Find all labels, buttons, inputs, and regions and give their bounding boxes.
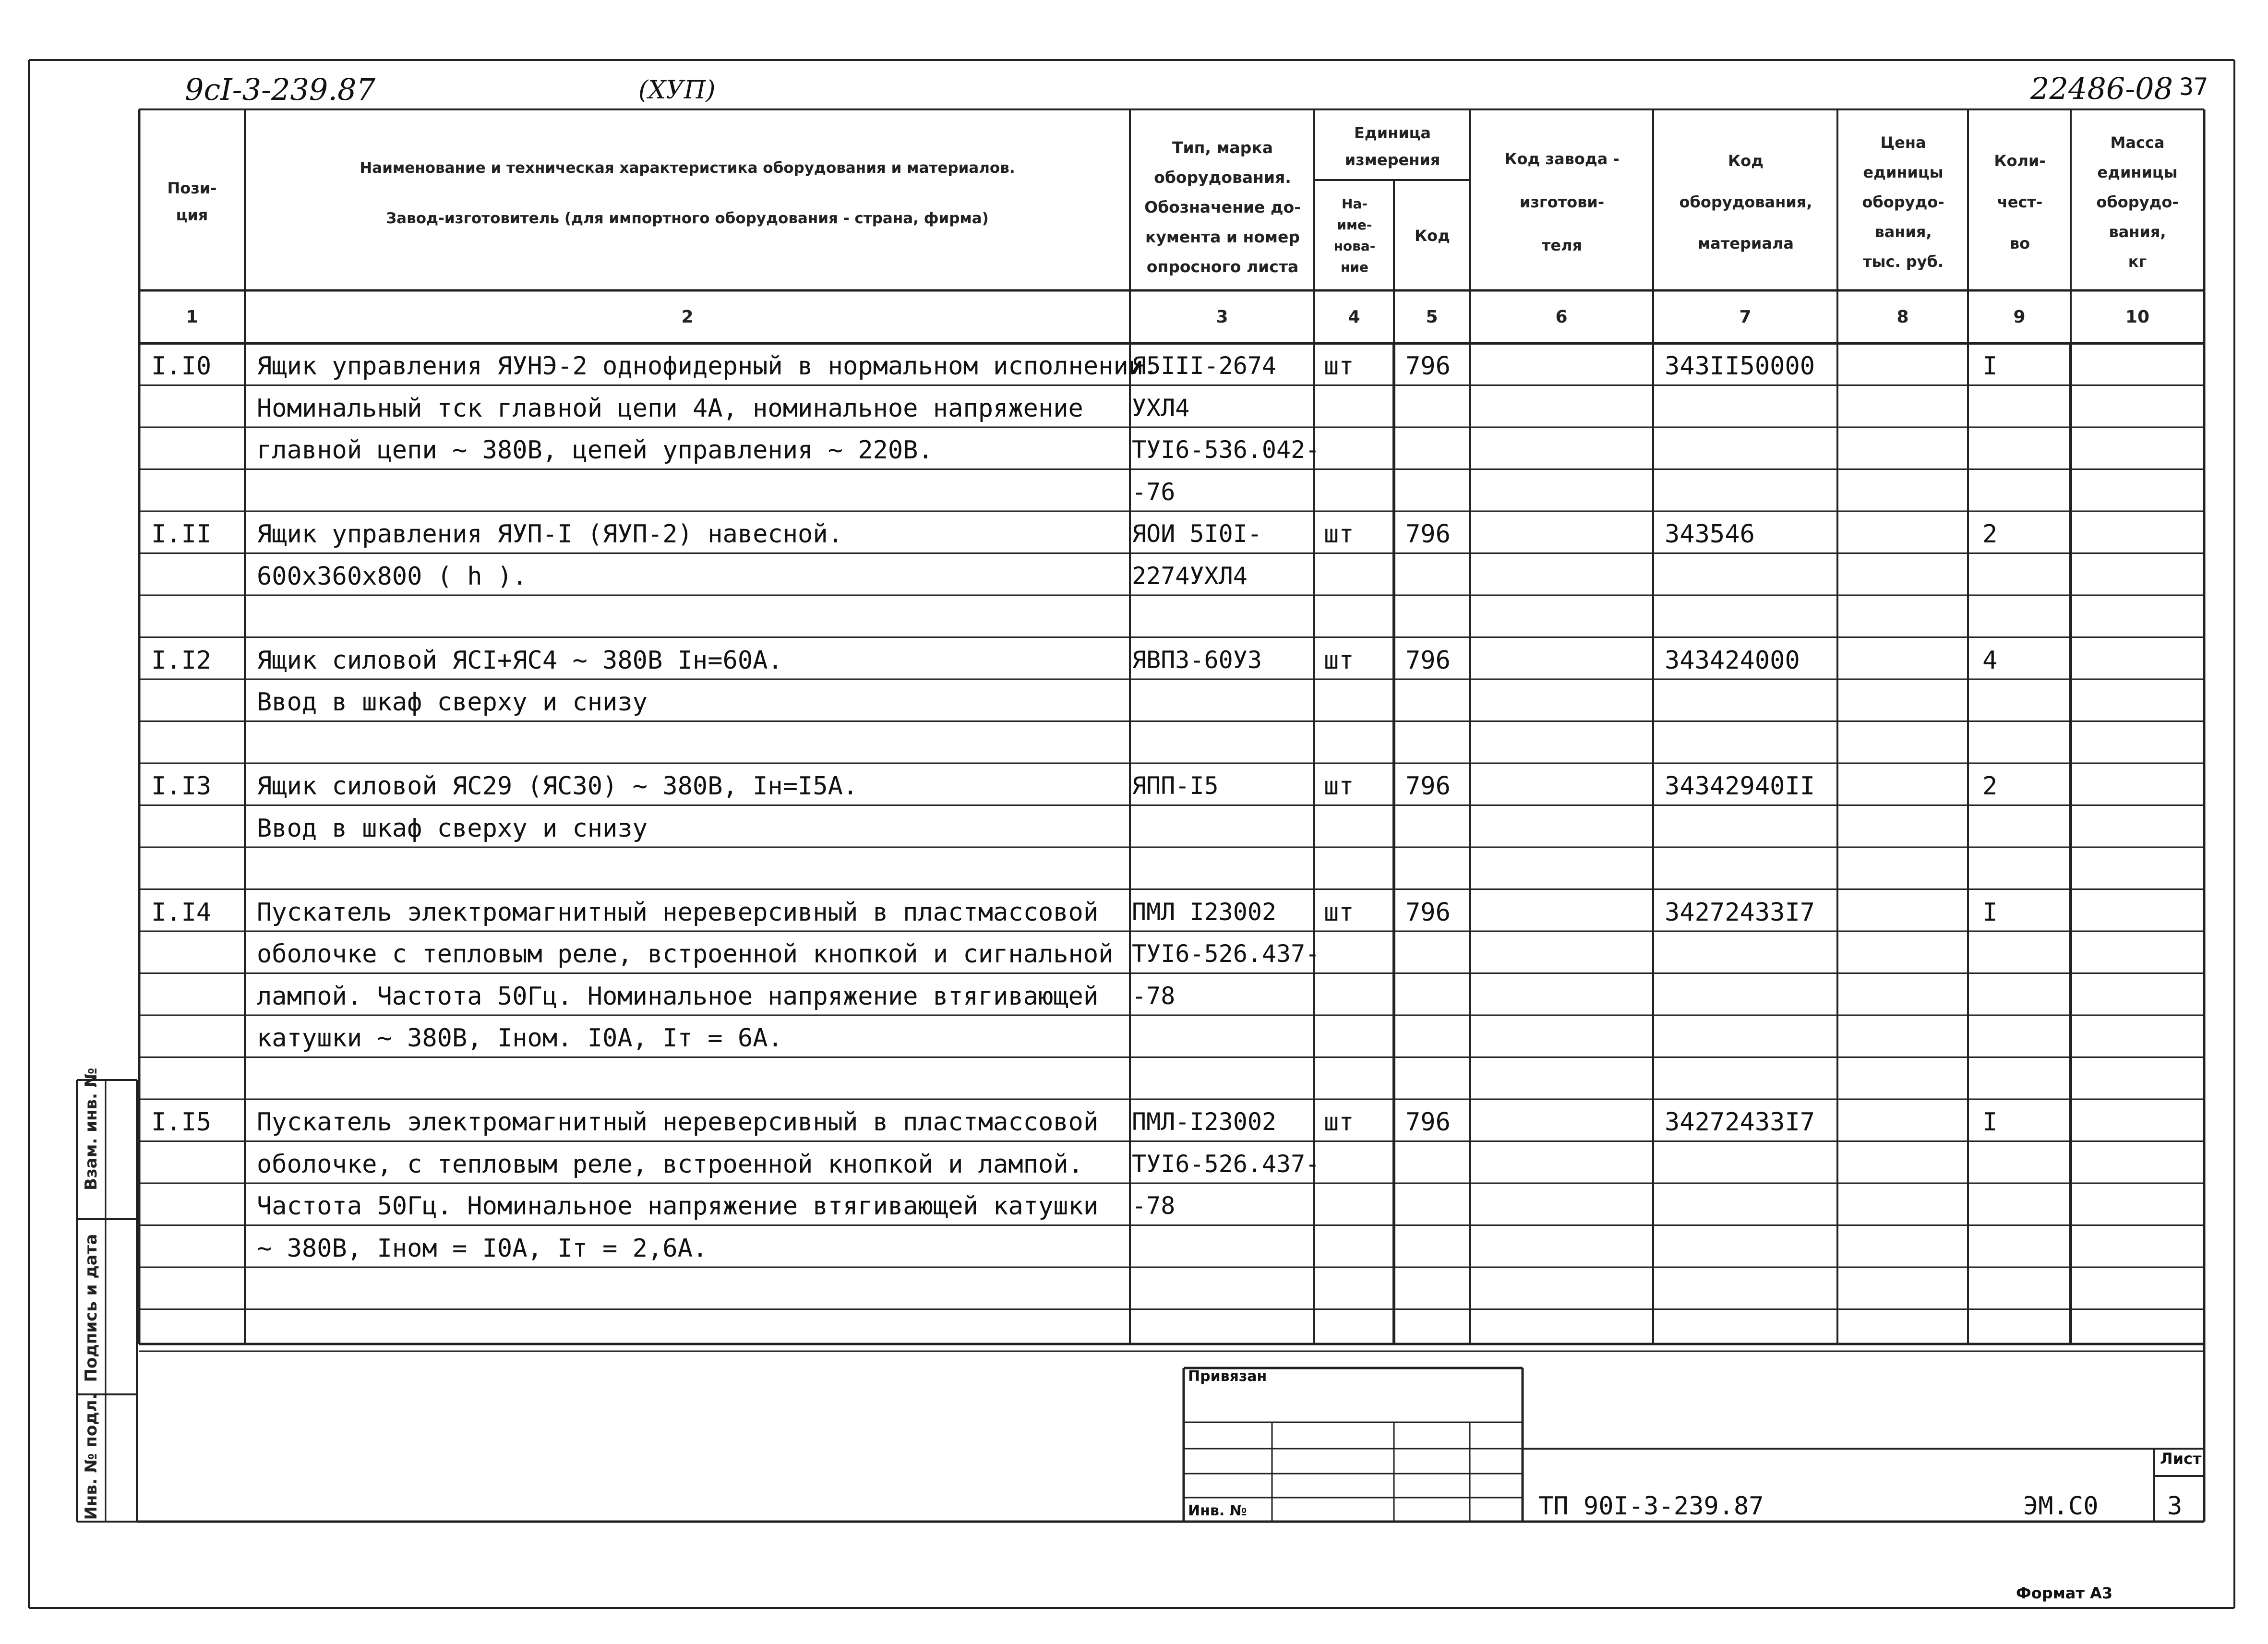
row-position: I.I3 bbox=[151, 772, 212, 801]
row-name: 600х360х800 ( h ). bbox=[257, 562, 528, 591]
stamp-sheet-number: 3 bbox=[2167, 1492, 2183, 1521]
stamp-sheet-label: Лист bbox=[2160, 1450, 2202, 1468]
row-unit-code: 796 bbox=[1405, 352, 1451, 381]
row-type: ТУI6-526.437- bbox=[1132, 940, 1320, 968]
row-equipment-code: 34272433I7 bbox=[1665, 1108, 1815, 1137]
row-position: I.I4 bbox=[151, 898, 212, 927]
stamp-inv-no: Инв. № bbox=[1188, 1502, 1247, 1519]
row-unit: шт bbox=[1324, 772, 1354, 801]
row-position: I.I2 bbox=[151, 646, 212, 675]
row-name: катушки ~ 380В, Iном. I0А, Iт = 6А. bbox=[257, 1024, 783, 1053]
row-type: ТУI6-526.437- bbox=[1132, 1150, 1320, 1178]
row-unit-code: 796 bbox=[1405, 520, 1451, 549]
row-name: Пускатель электромагнитный нереверсивный в пластмассовой bbox=[257, 898, 1099, 927]
row-position: I.II bbox=[151, 520, 212, 549]
row-quantity: 2 bbox=[1982, 772, 1998, 801]
page-number: 37 bbox=[2179, 73, 2208, 101]
column-number-5: 5 bbox=[1426, 307, 1438, 327]
row-position: I.I0 bbox=[151, 352, 212, 381]
header-type: Тип, марка оборудования. Обозначение до- кумента и номер опросного листа bbox=[1144, 138, 1301, 276]
row-unit: шт bbox=[1324, 1108, 1354, 1137]
side-label-original-inv: Инв. № подл. bbox=[82, 1393, 101, 1520]
column-number-9: 9 bbox=[2013, 307, 2026, 327]
row-unit-code: 796 bbox=[1405, 898, 1451, 927]
row-name: главной цепи ~ 380В, цепей управления ~ 220В. bbox=[257, 436, 933, 465]
header-name-line1: Наименование и техническая характеристика оборудования и материалов. bbox=[360, 159, 1015, 177]
row-quantity: I bbox=[1982, 352, 1998, 381]
row-equipment-code: 343546 bbox=[1665, 520, 1755, 549]
header-price: Цена единицы оборудо- вания, тыс. руб. bbox=[1862, 133, 1944, 271]
row-type: -76 bbox=[1132, 478, 1176, 506]
column-number-3: 3 bbox=[1216, 307, 1228, 327]
row-equipment-code: 343424000 bbox=[1665, 646, 1800, 675]
format-label: Формат А3 bbox=[2016, 1584, 2113, 1602]
inventory-number-handwritten: 22486-08 bbox=[2030, 71, 2173, 106]
header-unit: Единица измерения bbox=[1344, 124, 1440, 169]
stamp-mark: ЭМ.С0 bbox=[2023, 1492, 2099, 1521]
row-type: 2274УХЛ4 bbox=[1132, 562, 1248, 590]
row-type: -78 bbox=[1132, 1192, 1176, 1220]
row-name: Пускатель электромагнитный нереверсивный в пластмассовой bbox=[257, 1108, 1099, 1137]
row-type: -78 bbox=[1132, 982, 1176, 1010]
row-type: ЯВПЗ-60УЗ bbox=[1132, 646, 1262, 674]
row-name: Ввод в шкаф сверху и снизу bbox=[257, 688, 648, 717]
row-name: Ящик силовой ЯСI+ЯС4 ~ 380В Iн=60А. bbox=[257, 646, 783, 675]
row-type: ЯОИ 5I0I- bbox=[1132, 520, 1262, 548]
row-name: лампой. Частота 50Гц. Номинальное напряжение втягивающей bbox=[257, 982, 1099, 1011]
row-name: ~ 380В, Iном = I0А, Iт = 2,6А. bbox=[257, 1234, 708, 1263]
row-name: Частота 50Гц. Номинальное напряжение втягивающей катушки bbox=[257, 1192, 1099, 1221]
row-equipment-code: 343II50000 bbox=[1665, 352, 1815, 381]
header-unit-code: Код bbox=[1415, 227, 1450, 245]
row-name: Ввод в шкаф сверху и снизу bbox=[257, 814, 648, 843]
stamp-privyazan: Привязан bbox=[1188, 1368, 1267, 1385]
row-type: УХЛ4 bbox=[1132, 394, 1190, 422]
header-name-line2: Завод-изготовитель (для импортного оборудования - страна, фирма) bbox=[386, 210, 989, 227]
row-type: ЯПП-I5 bbox=[1132, 772, 1219, 800]
row-quantity: 2 bbox=[1982, 520, 1998, 549]
column-number-1: 1 bbox=[186, 307, 198, 327]
side-label-signature-date: Подпись и дата bbox=[82, 1234, 101, 1382]
row-position: I.I5 bbox=[151, 1108, 212, 1137]
header-equipment-code: Код оборудования, материала bbox=[1679, 152, 1812, 252]
row-type: ТУI6-536.042- bbox=[1132, 436, 1320, 464]
row-quantity: I bbox=[1982, 1108, 1998, 1137]
column-number-6: 6 bbox=[1555, 307, 1568, 327]
column-number-7: 7 bbox=[1739, 307, 1752, 327]
section-mark: (ХУП) bbox=[638, 76, 716, 105]
header-quantity: Коли- чест- во bbox=[1994, 152, 2046, 252]
row-quantity: 4 bbox=[1982, 646, 1998, 675]
side-label-replacement-inv: Взам. инв. № bbox=[82, 1068, 101, 1190]
header-position: Пози- ция bbox=[167, 179, 217, 224]
header-factory-code: Код завода - изготови- теля bbox=[1504, 150, 1620, 254]
column-number-8: 8 bbox=[1896, 307, 1909, 327]
stamp-document-code: ТП 90I-3-239.87 bbox=[1538, 1492, 1764, 1521]
row-name: оболочке, с тепловым реле, встроенной кнопкой и лампой. bbox=[257, 1150, 1083, 1179]
row-equipment-code: 34272433I7 bbox=[1665, 898, 1815, 927]
doc-code-handwritten: 9сI-3-239.87 bbox=[185, 72, 375, 107]
row-type: Я5III-2674 bbox=[1132, 352, 1277, 380]
row-unit-code: 796 bbox=[1405, 772, 1451, 801]
row-name: Ящик силовой ЯС29 (ЯС30) ~ 380В, Iн=I5А. bbox=[257, 772, 858, 801]
header-mass: Масса единицы оборудо- вания, кг bbox=[2096, 133, 2179, 271]
row-type: ПМЛ I23002 bbox=[1132, 898, 1277, 926]
row-name: Ящик управления ЯУП-I (ЯУП-2) навесной. bbox=[257, 520, 843, 549]
row-unit: шт bbox=[1324, 352, 1354, 381]
header-unit-name: На- име- нова- ние bbox=[1333, 196, 1376, 275]
row-unit: шт bbox=[1324, 520, 1354, 549]
column-number-2: 2 bbox=[681, 307, 694, 327]
row-unit: шт bbox=[1324, 898, 1354, 927]
column-number-4: 4 bbox=[1348, 307, 1360, 327]
row-name: Номинальный тск главной цепи 4А, номинальное напряжение bbox=[257, 394, 1083, 423]
row-name: Ящик управления ЯУНЭ-2 однофидерный в нормальном исполнении. bbox=[257, 352, 1159, 381]
row-unit-code: 796 bbox=[1405, 646, 1451, 675]
row-quantity: I bbox=[1982, 898, 1998, 927]
row-name: оболочке с тепловым реле, встроенной кнопкой и сигнальной bbox=[257, 940, 1114, 969]
row-unit-code: 796 bbox=[1405, 1108, 1451, 1137]
row-equipment-code: 34342940II bbox=[1665, 772, 1815, 801]
row-unit: шт bbox=[1324, 646, 1354, 675]
row-type: ПМЛ-I23002 bbox=[1132, 1108, 1277, 1136]
column-number-10: 10 bbox=[2125, 307, 2150, 327]
